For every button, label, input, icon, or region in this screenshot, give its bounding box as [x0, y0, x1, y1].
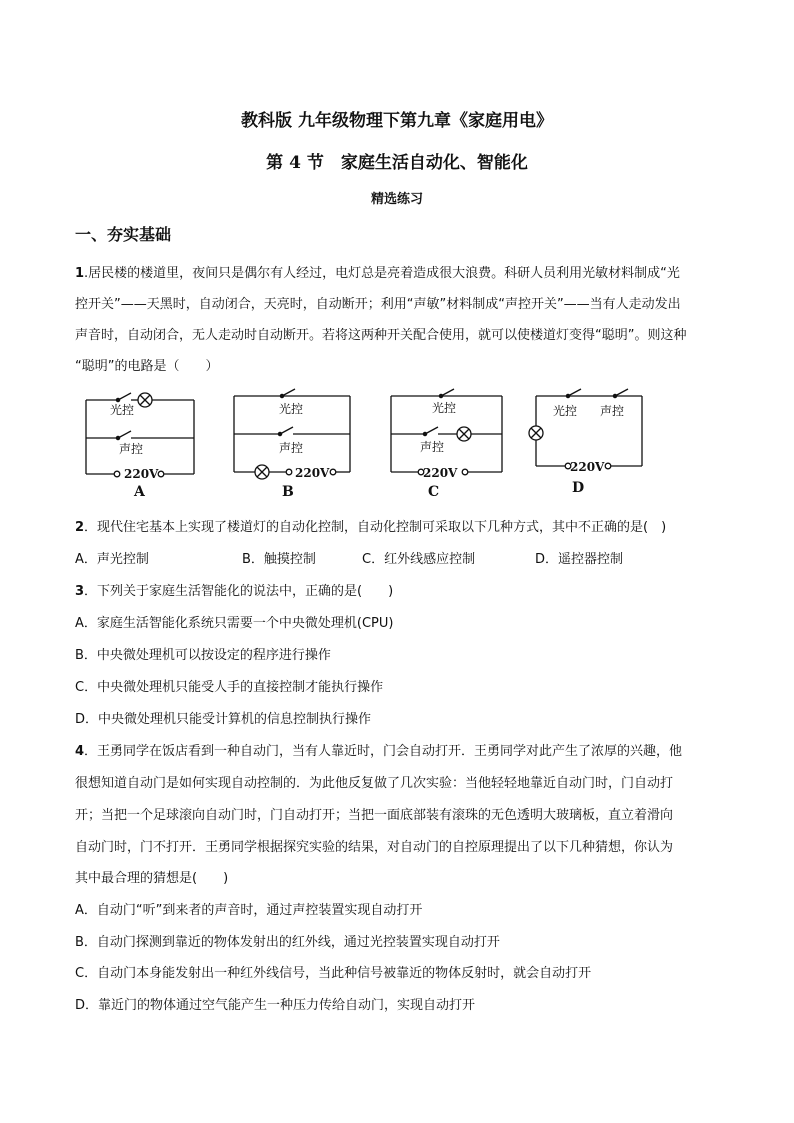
q1-line-1: 1.居民楼的楼道里，夜间只是偶尔有人经过，电灯总是亮着造成很大浪费。科研人员利用光敏材料制成“光 — [75, 266, 680, 281]
q2-option-c: C．红外线感应控制 — [362, 552, 476, 567]
circuit-d-letter: D — [572, 480, 585, 496]
section-heading: 一、夯实基础 — [75, 225, 172, 244]
q1-line-2: 控开关”——天黑时，自动闭合，天亮时，自动断开；利用“声敏”材料制成“声控开关”——当有人走动发出 — [75, 297, 681, 312]
circuit-c-light-label: 光控 — [432, 401, 457, 415]
q3-number: 3 — [75, 584, 85, 599]
q2-stem: 2．现代住宅基本上实现了楼道灯的自动化控制，自动化控制可采取以下几种方式，其中不正确的是( ) — [75, 520, 667, 535]
circuit-b-letter: B — [282, 484, 294, 500]
lamp-icon — [529, 426, 543, 440]
q3-option-b: B．中央微处理机可以按设定的程序进行操作 — [75, 648, 331, 663]
q4-option-c: C．自动门本身能发射出一种红外线信号，当此种信号被靠近的物体反射时，就会自动打开 — [75, 966, 592, 981]
q4-option-a: A．自动门“听”到来者的声音时，通过声控装置实现自动打开 — [75, 903, 423, 918]
q3-option-d: D．中央微处理机只能受计算机的信息控制执行操作 — [75, 712, 372, 727]
circuit-a-sound-label: 声控 — [119, 442, 144, 456]
q2-number: 2 — [75, 520, 85, 535]
lamp-icon — [457, 427, 471, 441]
q4-line-3: 开；当把一个足球滚向自动门时，门自动打开；当把一面底部装有滚珠的无色透明大玻璃板，直立着滑向 — [75, 808, 674, 823]
q2-option-b: B．触摸控制 — [242, 552, 316, 567]
circuit-a — [86, 393, 194, 477]
q2-option-d: D．遥控器控制 — [535, 552, 624, 567]
q3-option-c: C．中央微处理机只能受人手的直接控制才能执行操作 — [75, 680, 384, 695]
q1-number: 1 — [75, 266, 85, 281]
q1-line-4: “聪明”的电路是（ ） — [75, 359, 219, 374]
exercise-label: 精选练习 — [370, 192, 423, 207]
circuit-a-letter: A — [134, 484, 145, 500]
circuit-c-sound-label: 声控 — [420, 440, 445, 454]
q4-line-4: 自动门时，门不打开．王勇同学根据探究实验的结果，对自动门的自控原理提出了以下几种猜想，你认为 — [75, 840, 674, 855]
circuit-c-voltage: 220V — [423, 466, 458, 480]
q4-option-b: B．自动门探测到靠近的物体发射出的红外线，通过光控装置实现自动打开 — [75, 935, 500, 950]
q4-number: 4 — [75, 744, 85, 759]
circuit-b-sound-label: 声控 — [279, 441, 304, 455]
circuit-a-light-label: 光控 — [110, 403, 135, 417]
circuit-b-light-label: 光控 — [279, 402, 304, 416]
q3-stem: 3．下列关于家庭生活智能化的说法中，正确的是( ) — [75, 584, 394, 599]
circuit-b-voltage: 220V — [295, 466, 330, 480]
circuit-d — [529, 389, 642, 469]
circuit-d-voltage: 220V — [570, 460, 605, 474]
q4-line-5: 其中最合理的猜想是( ) — [75, 871, 229, 886]
q1-line-3: 声音时，自动闭合，无人走动时自动断开。若将这两种开关配合使用，就可以使楼道灯变得“聪明”。则这种 — [75, 328, 687, 343]
q3-option-a: A．家庭生活智能化系统只需要一个中央微处理机(CPU) — [75, 616, 394, 631]
document-title: 教科版 九年级物理下第九章《家庭用电》 — [241, 111, 553, 131]
q4-option-d: D．靠近门的物体通过空气能产生一种压力传给自动门，实现自动打开 — [75, 998, 476, 1013]
circuit-a-voltage: 220V — [124, 467, 159, 481]
q4-line-1: 4．王勇同学在饭店看到一种自动门，当有人靠近时，门会自动打开．王勇同学对此产生了浓厚的兴趣，他 — [75, 744, 683, 759]
circuit-d-light-label: 光控 — [553, 404, 578, 418]
circuit-c-letter: C — [428, 484, 440, 500]
q2-option-a: A．声光控制 — [75, 552, 149, 567]
circuit-d-sound-label: 声控 — [600, 404, 625, 418]
lamp-icon — [255, 465, 269, 479]
lamp-icon — [138, 393, 152, 407]
q4-line-2: 很想知道自动门是如何实现自动控制的．为此他反复做了几次实验：当他轻轻地靠近自动门时，门自动打 — [75, 776, 674, 791]
section-subtitle: 第 4 节 家庭生活自动化、智能化 — [266, 153, 528, 173]
